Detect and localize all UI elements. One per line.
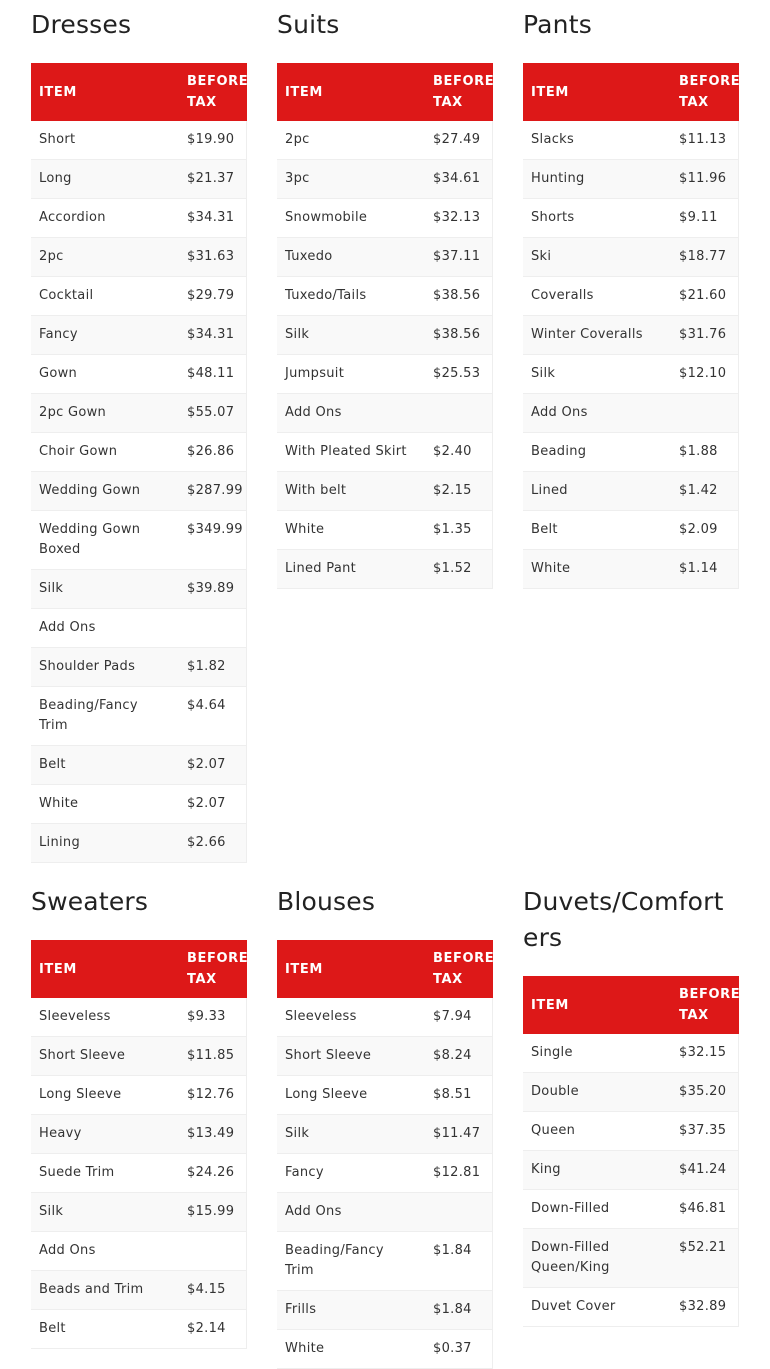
table-row xyxy=(31,277,247,316)
item-price: $46.81 xyxy=(671,1190,739,1229)
item-name: Silk xyxy=(523,355,671,394)
item-name: Slacks xyxy=(523,121,671,160)
item-price: $32.13 xyxy=(425,199,493,238)
table-row xyxy=(523,394,739,433)
item-name: Lined Pant xyxy=(277,550,425,589)
item-price: $11.13 xyxy=(671,121,739,160)
section-title: Duvets/Comforters xyxy=(523,887,724,952)
item-name: Silk xyxy=(277,316,425,355)
table-row xyxy=(31,1310,247,1349)
column-header-item: ITEM xyxy=(277,940,425,998)
item-price: $1.84 xyxy=(425,1291,493,1330)
item-name: Fancy xyxy=(277,1154,425,1193)
table-row xyxy=(31,687,247,746)
item-name: White xyxy=(523,550,671,589)
item-price: $38.56 xyxy=(425,277,493,316)
item-name: Short Sleeve xyxy=(31,1037,179,1076)
item-price: $31.63 xyxy=(179,238,247,277)
item-price: $2.07 xyxy=(179,785,247,824)
item-price: $4.64 xyxy=(179,687,247,746)
table-row xyxy=(277,238,493,277)
table-row xyxy=(31,472,247,511)
item-price: $21.60 xyxy=(671,277,739,316)
item-name: Add Ons xyxy=(523,394,671,433)
table-row xyxy=(31,316,247,355)
item-name: Queen xyxy=(523,1112,671,1151)
item-name: With belt xyxy=(277,472,425,511)
table-row xyxy=(31,785,247,824)
item-name: Shoulder Pads xyxy=(31,648,179,687)
item-price: $34.61 xyxy=(425,160,493,199)
table-row xyxy=(31,238,247,277)
item-name: Double xyxy=(523,1073,671,1112)
table-row xyxy=(31,355,247,394)
item-name: White xyxy=(31,785,179,824)
item-price: $13.49 xyxy=(179,1115,247,1154)
table-row xyxy=(277,472,493,511)
table-row xyxy=(277,1154,493,1193)
table-row xyxy=(523,511,739,550)
item-name: Winter Coveralls xyxy=(523,316,671,355)
item-name: Tuxedo/Tails xyxy=(277,277,425,316)
item-name: Add Ons xyxy=(277,394,425,433)
item-price: $11.47 xyxy=(425,1115,493,1154)
item-price: $287.99 xyxy=(179,472,247,511)
table-row xyxy=(523,355,739,394)
table-row xyxy=(31,160,247,199)
item-price: $24.26 xyxy=(179,1154,247,1193)
table-row xyxy=(31,1076,247,1115)
item-price: $26.86 xyxy=(179,433,247,472)
item-price: $8.24 xyxy=(425,1037,493,1076)
section-blouses xyxy=(277,884,493,1369)
item-name: Add Ons xyxy=(31,1232,179,1271)
item-price xyxy=(179,609,247,648)
item-name: 2pc xyxy=(277,121,425,160)
item-price: $1.42 xyxy=(671,472,739,511)
item-price: $8.51 xyxy=(425,1076,493,1115)
item-name: Lining xyxy=(31,824,179,863)
table-row xyxy=(277,1076,493,1115)
section-duvets-comforters xyxy=(523,884,739,1327)
table-row xyxy=(523,199,739,238)
table-row xyxy=(277,160,493,199)
item-price: $25.53 xyxy=(425,355,493,394)
item-name: Choir Gown xyxy=(31,433,179,472)
table-row xyxy=(277,1330,493,1369)
table-row xyxy=(277,1291,493,1330)
item-price: $2.07 xyxy=(179,746,247,785)
column-header-price: BEFORE TAX xyxy=(179,63,247,121)
table-row xyxy=(31,609,247,648)
item-name: Long Sleeve xyxy=(31,1076,179,1115)
item-name: Beads and Trim xyxy=(31,1271,179,1310)
item-price: $11.96 xyxy=(671,160,739,199)
item-name: White xyxy=(277,511,425,550)
item-name: Short Sleeve xyxy=(277,1037,425,1076)
item-name: Add Ons xyxy=(277,1193,425,1232)
item-name: Tuxedo xyxy=(277,238,425,277)
table-row xyxy=(523,472,739,511)
item-name: Beading/Fancy Trim xyxy=(31,687,179,746)
table-row xyxy=(31,433,247,472)
item-name: King xyxy=(523,1151,671,1190)
item-name: Short xyxy=(31,121,179,160)
price-table xyxy=(31,940,247,1349)
item-name: Frills xyxy=(277,1291,425,1330)
item-price: $1.14 xyxy=(671,550,739,589)
item-name: Wedding Gown xyxy=(31,472,179,511)
column-header-item: ITEM xyxy=(277,63,425,121)
item-price: $12.76 xyxy=(179,1076,247,1115)
section-title: Sweaters xyxy=(31,887,149,916)
item-name: Heavy xyxy=(31,1115,179,1154)
item-name: Down-Filled xyxy=(523,1190,671,1229)
item-name: 2pc xyxy=(31,238,179,277)
item-price: $349.99 xyxy=(179,511,247,570)
item-price: $32.15 xyxy=(671,1034,739,1073)
item-price: $34.31 xyxy=(179,199,247,238)
section-dresses xyxy=(31,7,247,863)
item-price: $52.21 xyxy=(671,1229,739,1288)
section-suits xyxy=(277,7,493,589)
item-name: Duvet Cover xyxy=(523,1288,671,1327)
table-row xyxy=(523,433,739,472)
table-row xyxy=(31,1193,247,1232)
item-name: Long xyxy=(31,160,179,199)
table-row xyxy=(31,394,247,433)
item-price xyxy=(671,394,739,433)
table-row xyxy=(523,1190,739,1229)
table-row xyxy=(277,433,493,472)
item-price: $27.49 xyxy=(425,121,493,160)
table-row xyxy=(523,160,739,199)
item-price: $38.56 xyxy=(425,316,493,355)
column-header-price: BEFORE TAX xyxy=(671,976,739,1034)
table-row xyxy=(523,238,739,277)
item-price: $37.35 xyxy=(671,1112,739,1151)
item-price: $19.90 xyxy=(179,121,247,160)
table-row xyxy=(31,998,247,1037)
section-title: Blouses xyxy=(277,887,376,916)
table-row xyxy=(31,1232,247,1271)
item-price: $2.66 xyxy=(179,824,247,863)
table-row xyxy=(31,570,247,609)
item-price: $9.11 xyxy=(671,199,739,238)
table-row xyxy=(523,1034,739,1073)
item-price: $2.40 xyxy=(425,433,493,472)
table-row xyxy=(31,746,247,785)
item-name: Sleeveless xyxy=(277,998,425,1037)
table-row xyxy=(31,1115,247,1154)
item-price: $2.15 xyxy=(425,472,493,511)
table-row xyxy=(277,199,493,238)
table-row xyxy=(523,1229,739,1288)
item-name: Down-Filled Queen/King xyxy=(523,1229,671,1288)
column-header-price: BEFORE TAX xyxy=(425,63,493,121)
item-price: $7.94 xyxy=(425,998,493,1037)
item-name: 3pc xyxy=(277,160,425,199)
item-name: Snowmobile xyxy=(277,199,425,238)
price-table xyxy=(523,976,739,1327)
section-title: Pants xyxy=(523,10,592,39)
item-name: Wedding Gown Boxed xyxy=(31,511,179,570)
table-row xyxy=(277,1115,493,1154)
table-row xyxy=(277,511,493,550)
item-name: Gown xyxy=(31,355,179,394)
item-price: $48.11 xyxy=(179,355,247,394)
item-price: $0.37 xyxy=(425,1330,493,1369)
item-name: Jumpsuit xyxy=(277,355,425,394)
table-row xyxy=(31,1271,247,1310)
item-name: Lined xyxy=(523,472,671,511)
item-price: $55.07 xyxy=(179,394,247,433)
price-table xyxy=(277,63,493,589)
table-row xyxy=(523,316,739,355)
item-price: $39.89 xyxy=(179,570,247,609)
table-row xyxy=(277,1232,493,1291)
item-price: $18.77 xyxy=(671,238,739,277)
column-header-item: ITEM xyxy=(523,976,671,1034)
table-row xyxy=(277,316,493,355)
item-price: $15.99 xyxy=(179,1193,247,1232)
column-header-item: ITEM xyxy=(523,63,671,121)
table-row xyxy=(31,1154,247,1193)
item-price: $12.81 xyxy=(425,1154,493,1193)
price-table xyxy=(31,63,247,863)
column-header-price: BEFORE TAX xyxy=(425,940,493,998)
item-name: Suede Trim xyxy=(31,1154,179,1193)
table-row xyxy=(277,355,493,394)
table-row xyxy=(31,648,247,687)
item-price: $11.85 xyxy=(179,1037,247,1076)
table-row xyxy=(523,1073,739,1112)
table-row xyxy=(31,511,247,570)
column-header-item: ITEM xyxy=(31,63,179,121)
item-name: Silk xyxy=(31,1193,179,1232)
item-name: Add Ons xyxy=(31,609,179,648)
item-name: Belt xyxy=(31,746,179,785)
item-price: $1.35 xyxy=(425,511,493,550)
item-name: Belt xyxy=(31,1310,179,1349)
item-name: Long Sleeve xyxy=(277,1076,425,1115)
table-row xyxy=(523,277,739,316)
item-price: $9.33 xyxy=(179,998,247,1037)
table-row xyxy=(277,998,493,1037)
item-price: $1.84 xyxy=(425,1232,493,1291)
column-header-item: ITEM xyxy=(31,940,179,998)
item-name: Beading/Fancy Trim xyxy=(277,1232,425,1291)
item-price: $32.89 xyxy=(671,1288,739,1327)
item-price: $4.15 xyxy=(179,1271,247,1310)
item-price: $2.14 xyxy=(179,1310,247,1349)
section-pants xyxy=(523,7,739,589)
item-name: Silk xyxy=(31,570,179,609)
item-name: Single xyxy=(523,1034,671,1073)
item-price: $34.31 xyxy=(179,316,247,355)
column-header-price: BEFORE TAX xyxy=(179,940,247,998)
section-title: Dresses xyxy=(31,10,132,39)
item-price: $1.82 xyxy=(179,648,247,687)
item-name: Beading xyxy=(523,433,671,472)
section-sweaters xyxy=(31,884,247,1349)
item-price: $35.20 xyxy=(671,1073,739,1112)
item-price: $2.09 xyxy=(671,511,739,550)
item-price: $37.11 xyxy=(425,238,493,277)
price-table xyxy=(523,63,739,589)
section-title: Suits xyxy=(277,10,340,39)
item-price xyxy=(425,1193,493,1232)
item-name: White xyxy=(277,1330,425,1369)
item-price: $1.52 xyxy=(425,550,493,589)
item-name: Hunting xyxy=(523,160,671,199)
table-row xyxy=(523,121,739,160)
item-name: Cocktail xyxy=(31,277,179,316)
table-row xyxy=(277,394,493,433)
item-price: $21.37 xyxy=(179,160,247,199)
table-row xyxy=(31,121,247,160)
item-name: Coveralls xyxy=(523,277,671,316)
item-name: Silk xyxy=(277,1115,425,1154)
table-row xyxy=(31,1037,247,1076)
table-row xyxy=(277,1037,493,1076)
table-row xyxy=(523,550,739,589)
item-name: Shorts xyxy=(523,199,671,238)
table-row xyxy=(523,1112,739,1151)
item-name: With Pleated Skirt xyxy=(277,433,425,472)
item-price xyxy=(179,1232,247,1271)
item-price: $29.79 xyxy=(179,277,247,316)
item-name: Accordion xyxy=(31,199,179,238)
table-row xyxy=(277,121,493,160)
price-table xyxy=(277,940,493,1369)
table-row xyxy=(31,824,247,863)
item-price: $1.88 xyxy=(671,433,739,472)
item-name: Ski xyxy=(523,238,671,277)
item-price: $41.24 xyxy=(671,1151,739,1190)
table-row xyxy=(31,199,247,238)
item-name: Sleeveless xyxy=(31,998,179,1037)
table-row xyxy=(277,277,493,316)
item-name: Fancy xyxy=(31,316,179,355)
column-header-price: BEFORE TAX xyxy=(671,63,739,121)
table-row xyxy=(523,1288,739,1327)
table-row xyxy=(277,550,493,589)
table-row xyxy=(277,1193,493,1232)
item-price: $12.10 xyxy=(671,355,739,394)
item-name: Belt xyxy=(523,511,671,550)
item-price xyxy=(425,394,493,433)
item-name: 2pc Gown xyxy=(31,394,179,433)
item-price: $31.76 xyxy=(671,316,739,355)
table-row xyxy=(523,1151,739,1190)
